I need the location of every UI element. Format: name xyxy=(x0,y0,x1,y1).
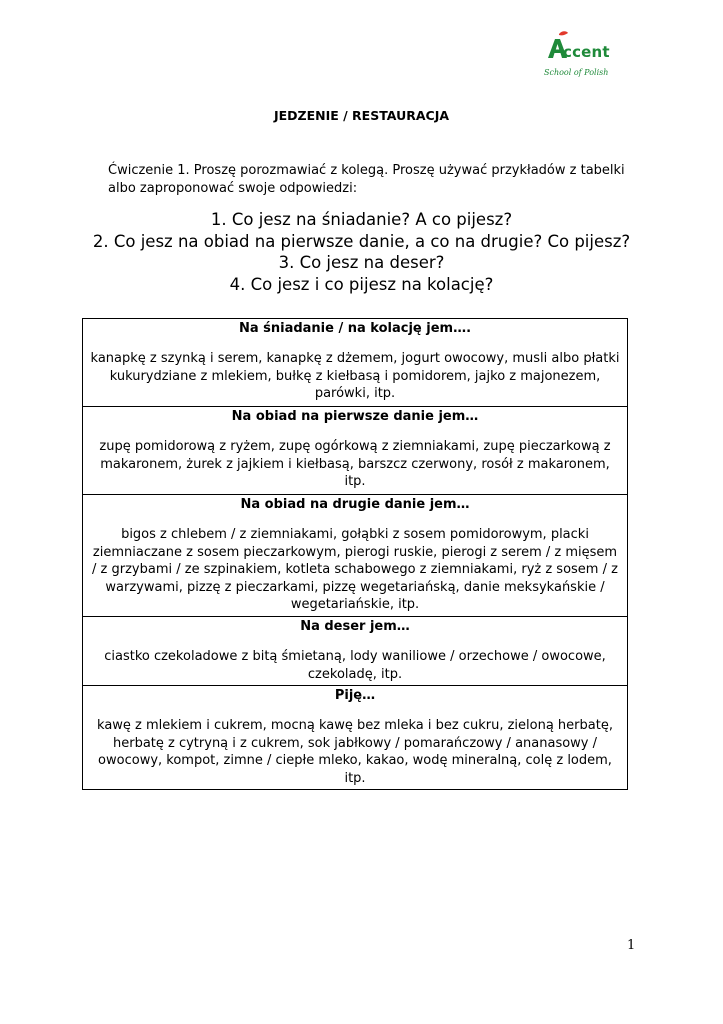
table-row-first-course xyxy=(83,406,627,494)
page-title: JEDZENIE / RESTAURACJA xyxy=(273,108,450,123)
row-heading: Na deser jem… xyxy=(300,619,410,634)
logo-wordmark: ccent xyxy=(563,43,610,61)
row-heading: Na śniadanie / na kolację jem…. xyxy=(238,321,472,336)
row-content: kanapkę z szynką i serem, kanapkę z dżemem, jogurt owocowy, musli albo płatki kukurydziane z mlekiem, bułkę z kiełbasą i pomidorem, jajko z majonezem, parówki, itp. xyxy=(90,351,620,402)
vocabulary-table xyxy=(82,318,628,790)
question-item: 3. Co jesz na deser? xyxy=(278,253,445,272)
table-row-dessert xyxy=(83,616,627,685)
row-heading: Na obiad na pierwsze danie jem… xyxy=(231,409,479,424)
row-content: kawę z mlekiem i cukrem, mocną kawę bez mleka i bez cukru, zieloną herbatę, herbatę z cytryną i z cukrem, sok jabłkowy / pomarańczowy / ananasowy / owocowy, kompot, zimne / ciepłe mleko, kakao, wodę mineralną, colę z lodem, itp. xyxy=(97,718,613,786)
question-item: 4. Co jesz i co pijesz na kolację? xyxy=(229,274,494,294)
logo xyxy=(540,24,620,82)
question-item: 2. Co jesz na obiad na pierwsze danie, a co na drugie? Co pijesz? xyxy=(92,231,631,251)
row-content: zupę pomidorową z ryżem, zupę ogórkową z ziemniakami, zupę pieczarkową z makaronem, żurek z jajkiem i kiełbasą, barszcz czerwony, rosół z makaronem, itp. xyxy=(99,439,611,490)
row-content: ciastko czekoladowe z bitą śmietaną, lody waniliowe / orzechowe / owocowe, czekoladę, itp. xyxy=(104,649,606,682)
table-row-second-course xyxy=(83,494,627,616)
table-row-drinks xyxy=(83,685,627,789)
question-list xyxy=(0,209,723,295)
row-heading: Na obiad na drugie danie jem… xyxy=(240,497,470,512)
question-item: 1. Co jesz na śniadanie? A co pijesz? xyxy=(210,210,513,229)
row-heading: Piję… xyxy=(334,688,376,703)
table-row-breakfast xyxy=(83,319,627,406)
exercise-instruction: Ćwiczenie 1. Proszę porozmawiać z kolegą. Proszę używać przykładów z tabelki albo zaproponować swoje odpowiedzi: xyxy=(108,163,625,196)
page-number: 1 xyxy=(627,938,636,953)
row-content: bigos z chlebem / z ziemniakami, gołąbki z sosem pomidorowym, placki ziemniaczane z sosem pieczarkowym, pierogi ruskie, pierogi z serem / z mięsem / z grzybami / ze szpinakiem, kotleta schabowego z ziemniakami, ryż z sosem / z warzywami, pizzę z pieczarkami, pizzę wegetariańską, danie meksykańskie / wegetariańskie, itp. xyxy=(92,527,618,613)
logo-subtitle: School of Polish xyxy=(544,68,609,77)
